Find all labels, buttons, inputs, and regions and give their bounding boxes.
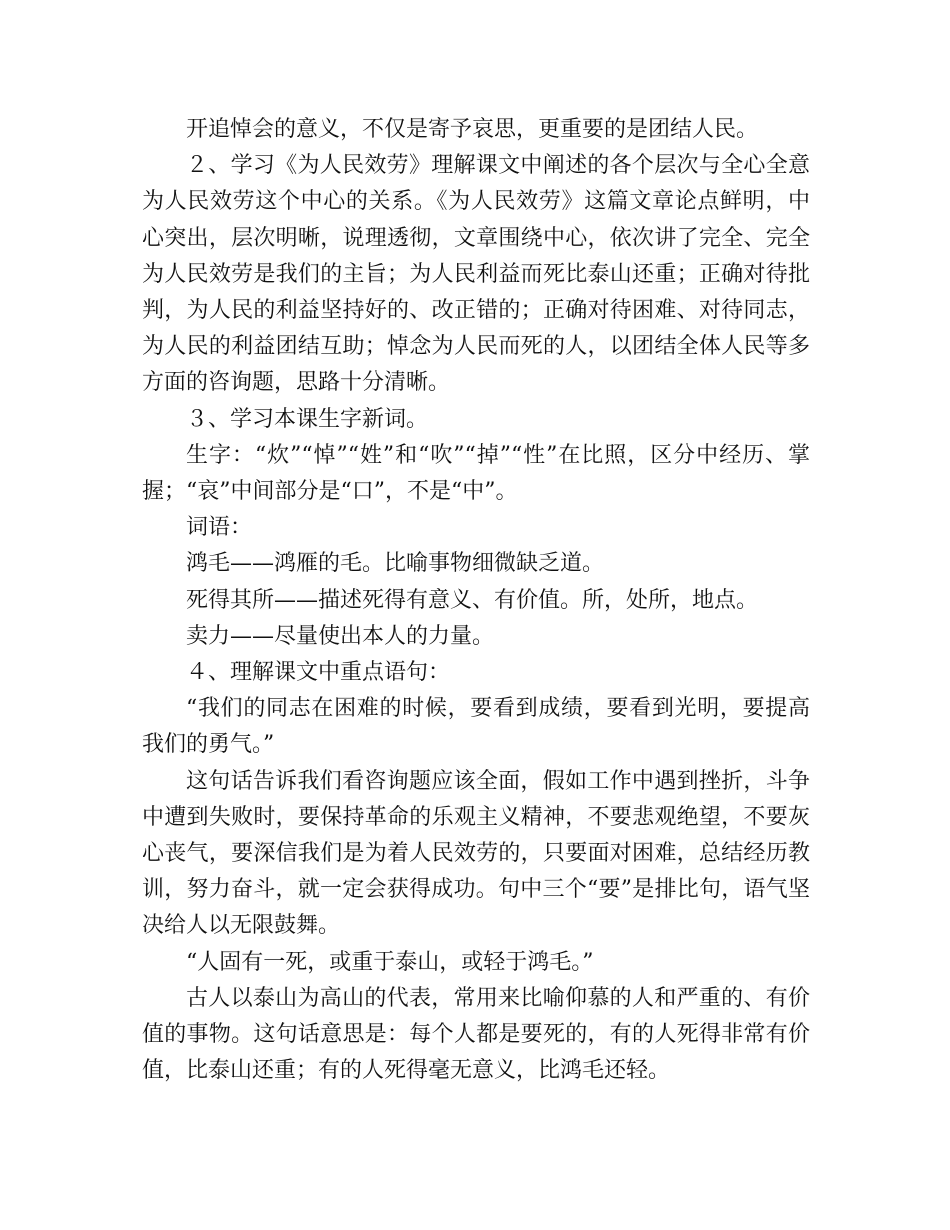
paragraph-quote-1: “我们的同志在困难的时候，要看到成绩，要看到光明，要提高我们的勇气。” (142, 696, 810, 758)
paragraph-new-characters: 生字：“炊”“悼”“姓”和“吹”“掉”“性”在比照，区分中经历、掌握；“哀”中间部分是“口”，不是“中”。 (142, 442, 810, 505)
paragraph-vocabulary-heading: 词语： (186, 515, 253, 541)
paragraph-vocab-hongmao: 鸿毛——鸿雁的毛。比喻事物细微缺乏道。 (186, 551, 605, 577)
paragraph-section-2: ２、学习《为人民效劳》理解课文中阐述的各个层次与全心全意为人民效劳这个中心的关系。《为人民效劳》这篇文章论点鲜明，中心突出，层次明晰，说理透彻，文章围绕中心，依次讲了完全、完全为人民效劳是我们的主旨；为人民利益而死比泰山还重；正确对待批判，为人民的利益坚持好的、改正错的；正确对待困难、对待同志，为人民的利益团结互助；悼念为人民而死的人，以团结全体人民等多方面的咨询题，思路十分清晰。 (142, 153, 810, 396)
paragraph-section-3: ３、学习本课生字新词。 (186, 406, 429, 432)
paragraph-explanation-1: 这句话告诉我们看咨询题应该全面，假如工作中遇到挫折，斗争中遭到失败时，要保持革命的乐观主义精神，不要悲观绝望，不要灰心丧气，要深信我们是为着人民效劳的，只要面对困难，总结经历教训，努力奋斗，就一定会获得成功。句中三个“要”是排比句，语气坚决给人以无限鼓舞。 (142, 768, 810, 939)
paragraph-vocab-maili: 卖力——尽量使出本人的力量。 (186, 623, 495, 649)
paragraph-vocab-sideqisuo: 死得其所——描述死得有意义、有价值。所，处所，地点。 (186, 587, 759, 613)
paragraph-section-4: ４、理解课文中重点语句： (186, 660, 451, 686)
document-page (142, 112, 810, 1089)
paragraph-explanation-2: 古人以泰山为高山的代表，常用来比喻仰慕的人和严重的、有价值的事物。这句话意思是：每个人都是要死的，有的人死得非常有价值，比泰山还重；有的人死得毫无意义，比鸿毛还轻。 (142, 985, 810, 1084)
paragraph-quote-2: “人固有一死，或重于泰山，或轻于鸿毛。” (186, 949, 594, 975)
paragraph-memorial-meaning: 开追悼会的意义，不仅是寄予哀思，更重要的是团结人民。 (186, 117, 759, 142)
